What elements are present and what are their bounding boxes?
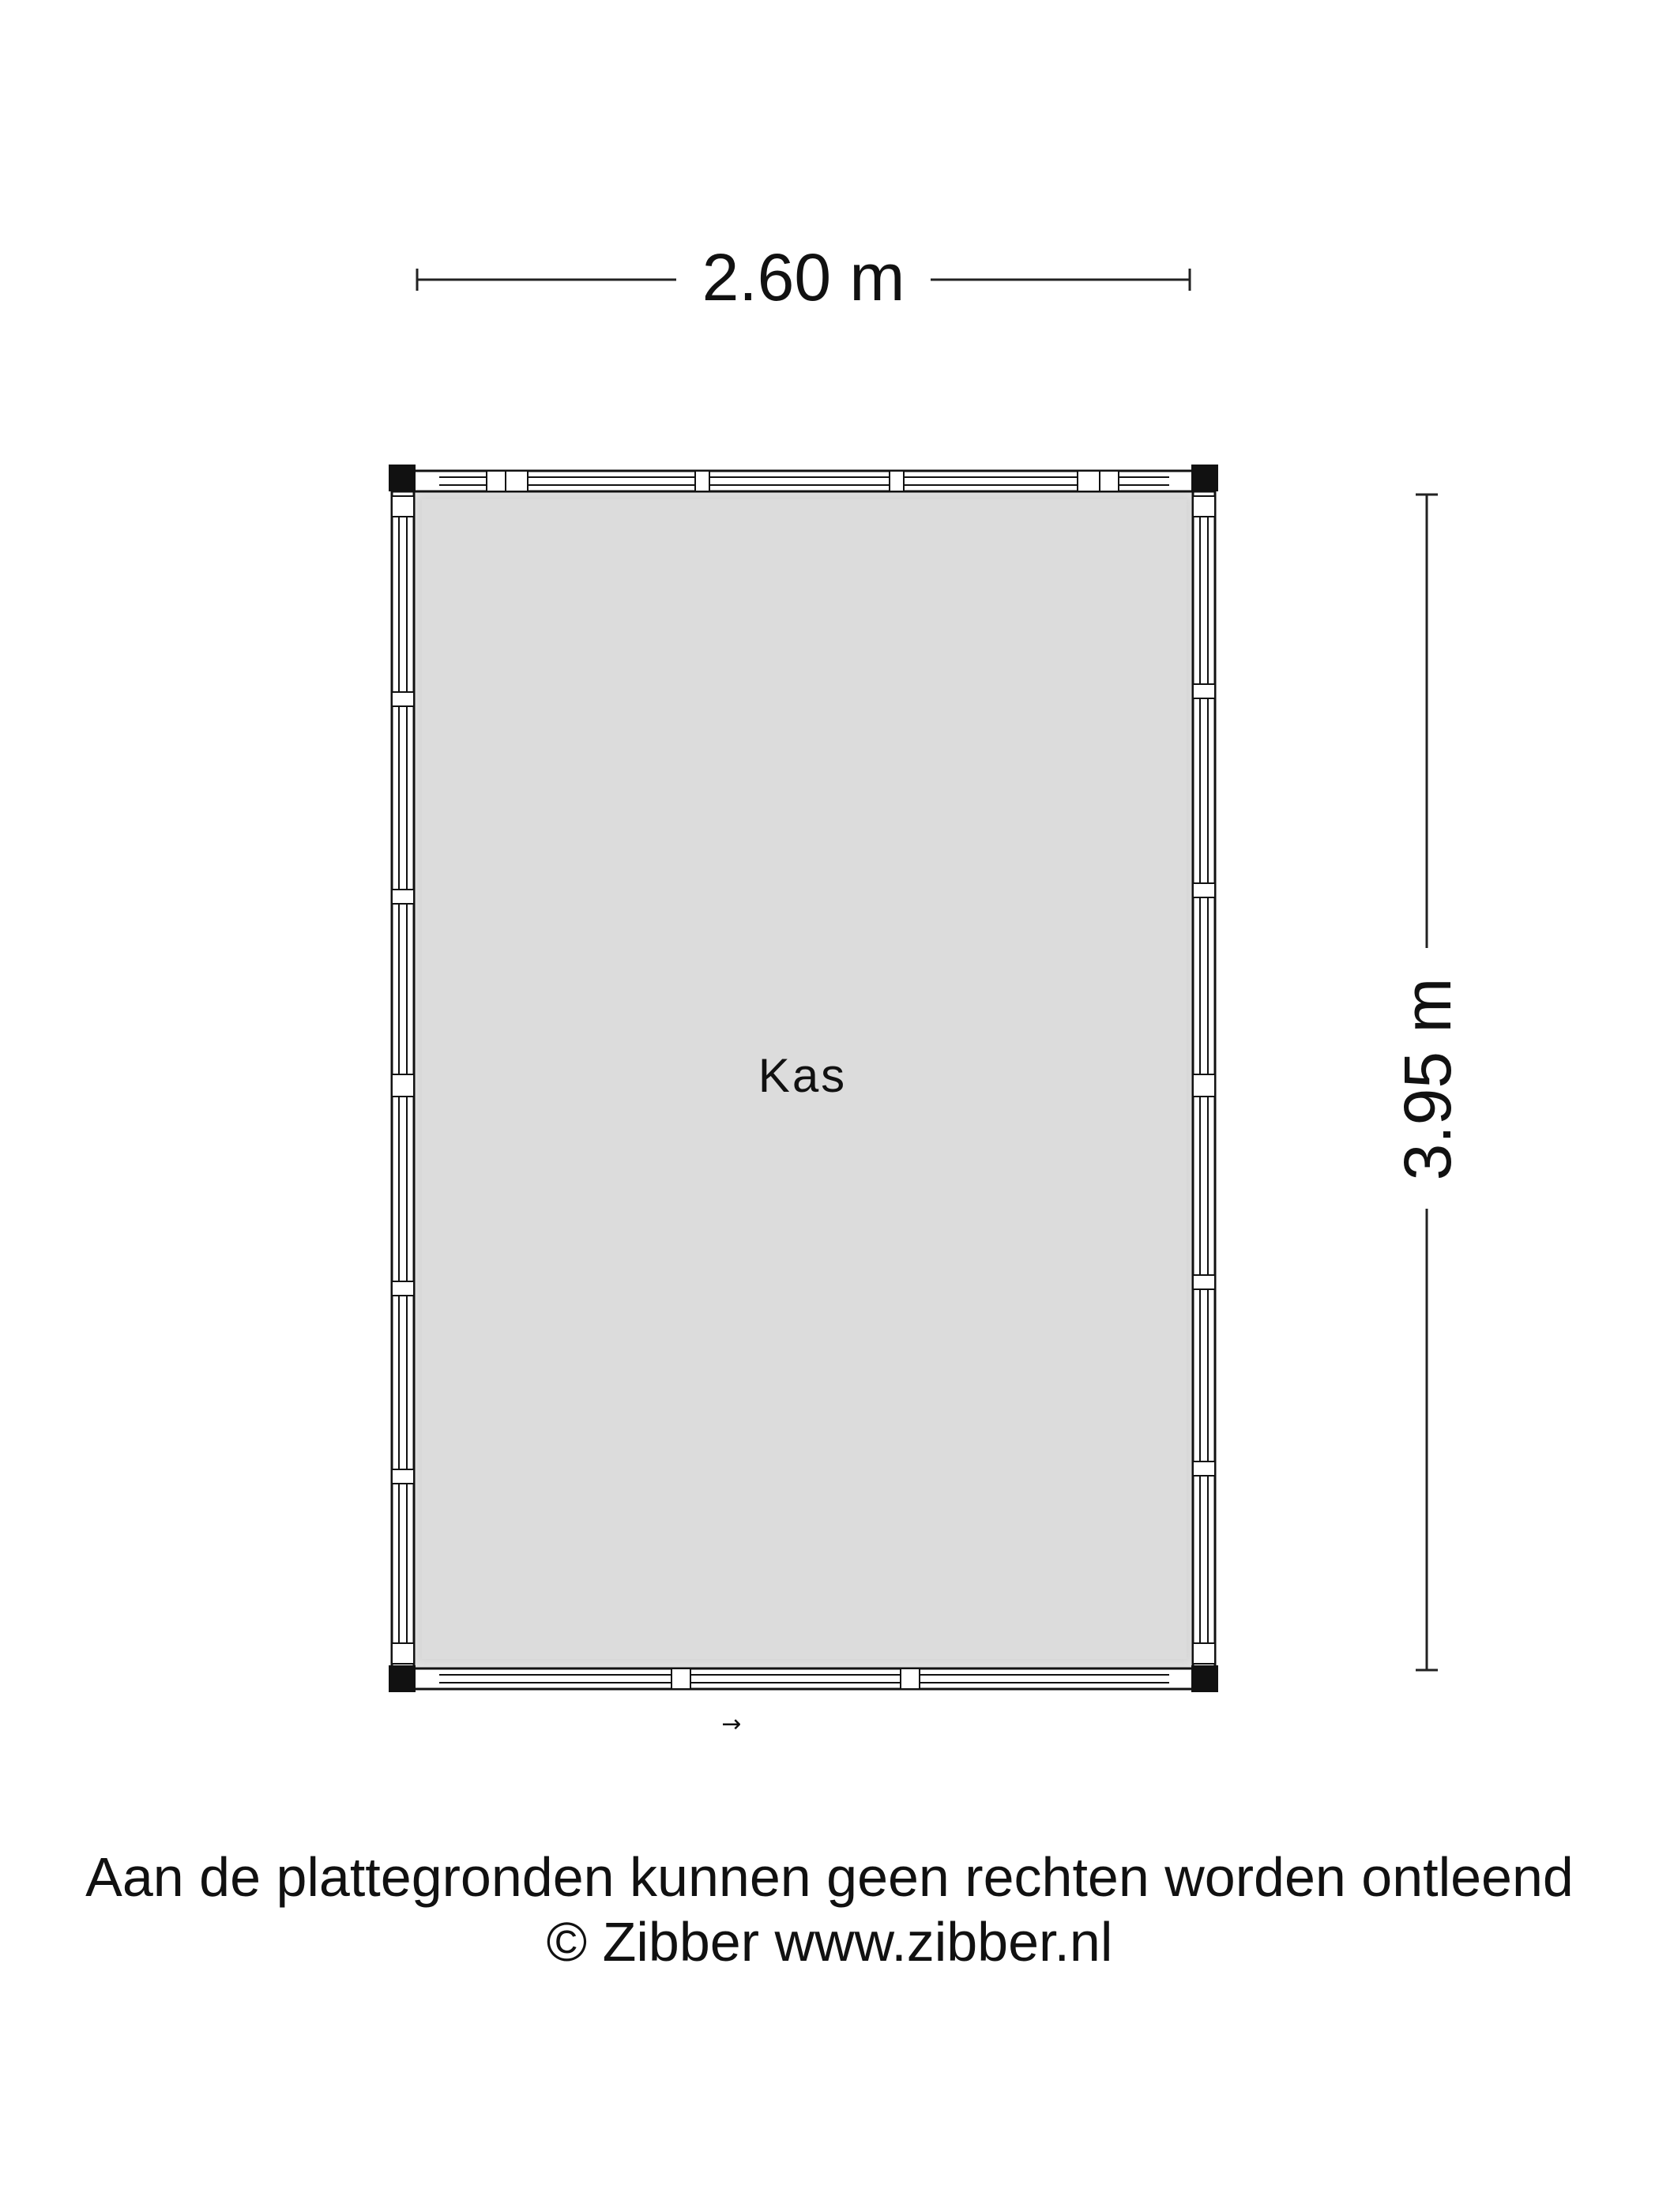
width-dimension-label: 2.60 m (702, 240, 905, 314)
room-label: Kas (758, 1049, 848, 1102)
wall-left (392, 491, 414, 1668)
width-dimension (417, 240, 1190, 314)
corner-post-bottom-left (389, 1665, 416, 1692)
wall-top (401, 471, 1206, 491)
height-dimension-label: 3.95 m (1390, 977, 1465, 1181)
footer-credit: © Zibber www.zibber.nl (546, 1911, 1113, 1973)
footer-disclaimer: Aan de plattegronden kunnen geen rechten worden ontleend (85, 1846, 1574, 1908)
height-dimension (1390, 495, 1465, 1670)
door-arrow-icon: → (721, 1710, 742, 1738)
corner-post-top-right (1191, 465, 1218, 491)
wall-right (1193, 491, 1215, 1668)
wall-bottom (401, 1668, 1206, 1689)
corner-post-top-left (389, 465, 416, 491)
room-kas (389, 465, 1218, 1738)
corner-post-bottom-right (1191, 1665, 1218, 1692)
